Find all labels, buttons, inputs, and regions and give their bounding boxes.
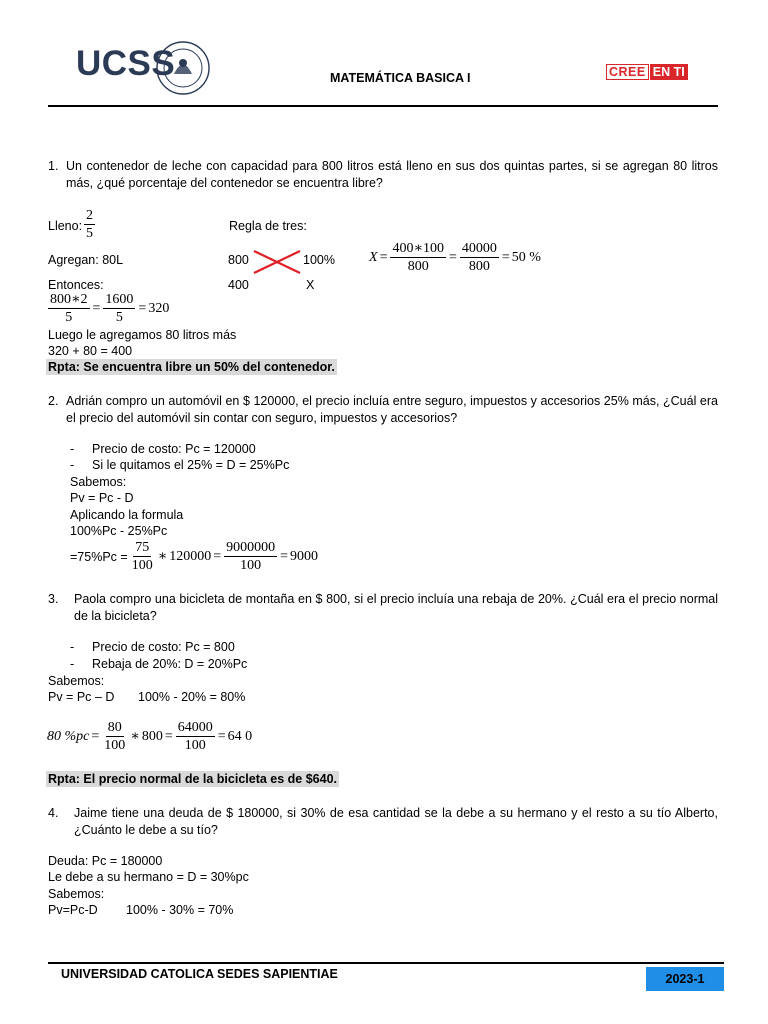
cree-en-ti-logo — [606, 64, 688, 80]
denominator: 800 — [407, 259, 429, 274]
step-line: 320 + 80 = 400 — [48, 344, 133, 358]
numerator: 64000 — [177, 720, 213, 735]
answer-line: Rpta: El precio normal de la bicicleta es de $640. — [48, 772, 338, 786]
result: 9000 — [290, 548, 319, 564]
equals: = — [164, 728, 173, 744]
question-text: Jaime tiene una deuda de $ 180000, si 30% de esa cantidad se la debe a su hermano y el resto a su tío Alberto, ¿Cuánto le debe a su tío? — [74, 806, 718, 837]
lleno-fraction — [82, 207, 97, 242]
fraction — [390, 240, 446, 275]
numerator: 1600 — [105, 292, 134, 307]
equals: = — [217, 728, 226, 744]
question-text: Adrián compro un automóvil en $ 120000, el precio incluía entre seguro, impuestos y accesorios 25% más, ¿Cuál era el precio del automóvil sin contar con seguro, impuestos y accesorios? — [66, 394, 718, 425]
agregan-line: Agregan: 80L — [48, 253, 124, 267]
question-number: 2. — [48, 394, 59, 408]
bullet-dash: - — [70, 442, 75, 456]
bullet-dash: - — [70, 640, 75, 654]
sabemos-label: Sabemos: — [70, 475, 127, 489]
numerator: 2 — [86, 208, 93, 223]
equals: = — [91, 728, 100, 744]
question-text: Paola compro una bicicleta de montaña en $ 800, si el precio incluía una rebaja de 20%. ¿Cuál era el precio normal de la bicicleta? — [74, 592, 718, 623]
equals: = — [92, 300, 101, 316]
percent-line: 100% - 20% = 80% — [138, 690, 246, 704]
multiplier: 800 — [141, 728, 163, 744]
denominator: 100 — [131, 558, 153, 573]
bullet-item: Precio de costo: Pc = 120000 — [92, 442, 256, 456]
multiply: ∗ — [157, 549, 168, 564]
step-line: Aplicando la formula — [70, 508, 184, 522]
fraction — [176, 719, 215, 754]
sabemos-label: Sabemos: — [48, 887, 105, 901]
equals: = — [379, 249, 388, 265]
denominator: 100 — [104, 738, 126, 753]
equals: = — [448, 249, 457, 265]
cross-multiply-icon — [252, 248, 302, 276]
rule-equation — [368, 240, 542, 275]
equation-prefix: =75%Pc = — [70, 549, 128, 564]
fraction — [84, 207, 95, 242]
equation-lhs: 80 %pc — [47, 728, 90, 744]
result: 50 % — [511, 249, 541, 265]
multiplier: 120000 — [169, 548, 212, 564]
sabemos-label: Sabemos: — [48, 674, 105, 688]
step-line: Luego le agregamos 80 litros más — [48, 328, 237, 342]
numerator: 400∗100 — [392, 241, 444, 256]
equals: = — [501, 249, 510, 265]
numerator: 800∗2 — [50, 292, 88, 307]
fraction — [130, 539, 155, 574]
answer-line: Rpta: Se encuentra libre un 50% del contenedor. — [48, 360, 335, 374]
equals: = — [280, 548, 289, 564]
rule-value-400: 400 — [228, 278, 249, 292]
page-title: MATEMÁTICA BASICA I — [330, 71, 471, 85]
denominator: 100 — [240, 558, 262, 573]
numerator: 40000 — [461, 241, 497, 256]
denominator: 100 — [184, 738, 206, 753]
question-number: 3. — [48, 592, 59, 606]
formula-line: Pv = Pc - D — [70, 491, 134, 505]
brand-en-ti: EN TI — [650, 64, 688, 80]
var-x: X — [369, 249, 378, 265]
denominator: 5 — [86, 226, 93, 241]
denominator: 5 — [115, 310, 123, 325]
result: 320 — [148, 300, 170, 316]
formula-line: Pv=Pc-D — [48, 903, 98, 917]
bullet-item: Precio de costo: Pc = 800 — [92, 640, 235, 654]
result: 64 0 — [227, 728, 253, 744]
fraction — [103, 291, 135, 326]
question-number: 1. — [48, 159, 59, 173]
denominator: 5 — [65, 310, 73, 325]
percent-line: 100% - 30% = 70% — [126, 903, 234, 917]
calc-equation — [46, 291, 170, 326]
rule-value-x: X — [306, 278, 315, 292]
bullet-dash: - — [70, 657, 75, 671]
equals: = — [213, 548, 222, 564]
ucss-logo: UCSS — [76, 44, 176, 83]
footer-rule — [48, 962, 724, 964]
multiply: ∗ — [130, 729, 140, 744]
fraction — [102, 719, 127, 754]
denominator: 800 — [468, 259, 490, 274]
lleno-label: Lleno: — [48, 219, 83, 233]
numerator: 9000000 — [226, 540, 276, 555]
bullet-item: Rebaja de 20%: D = 20%Pc — [92, 657, 248, 671]
university-seal — [156, 41, 210, 95]
footer-university: UNIVERSIDAD CATOLICA SEDES SAPIENTIAE — [61, 967, 338, 981]
term-badge: 2023-1 — [646, 967, 724, 991]
numerator: 80 — [107, 720, 122, 735]
brand-cree: CREE — [606, 64, 649, 80]
fraction — [48, 291, 90, 326]
numerator: 75 — [135, 540, 150, 555]
entonces-label: Entonces: — [48, 278, 104, 292]
final-equation — [70, 539, 319, 574]
question-number: 4. — [48, 806, 59, 820]
final-equation — [46, 719, 253, 754]
hermano-line: Le debe a su hermano = D = 30%pc — [48, 870, 249, 884]
bullet-dash: - — [70, 458, 75, 472]
rule-value-800: 800 — [228, 253, 249, 267]
bullet-item: Si le quitamos el 25% = D = 25%Pc — [92, 458, 290, 472]
fraction — [224, 539, 277, 574]
question-text: Un contenedor de leche con capacidad para 800 litros está lleno en sus dos quintas partes, si se agregan 80 litros más, ¿qué porcentaje del contenedor se encuentra libre? — [66, 159, 718, 190]
deuda-line: Deuda: Pc = 180000 — [48, 854, 163, 868]
header-rule — [48, 105, 718, 107]
formula-line: Pv = Pc – D — [48, 690, 115, 704]
rule-value-100: 100% — [303, 253, 335, 267]
equals: = — [138, 300, 147, 316]
step-line: 100%Pc - 25%Pc — [70, 524, 168, 538]
fraction — [460, 240, 499, 275]
regla-label: Regla de tres: — [229, 219, 307, 233]
